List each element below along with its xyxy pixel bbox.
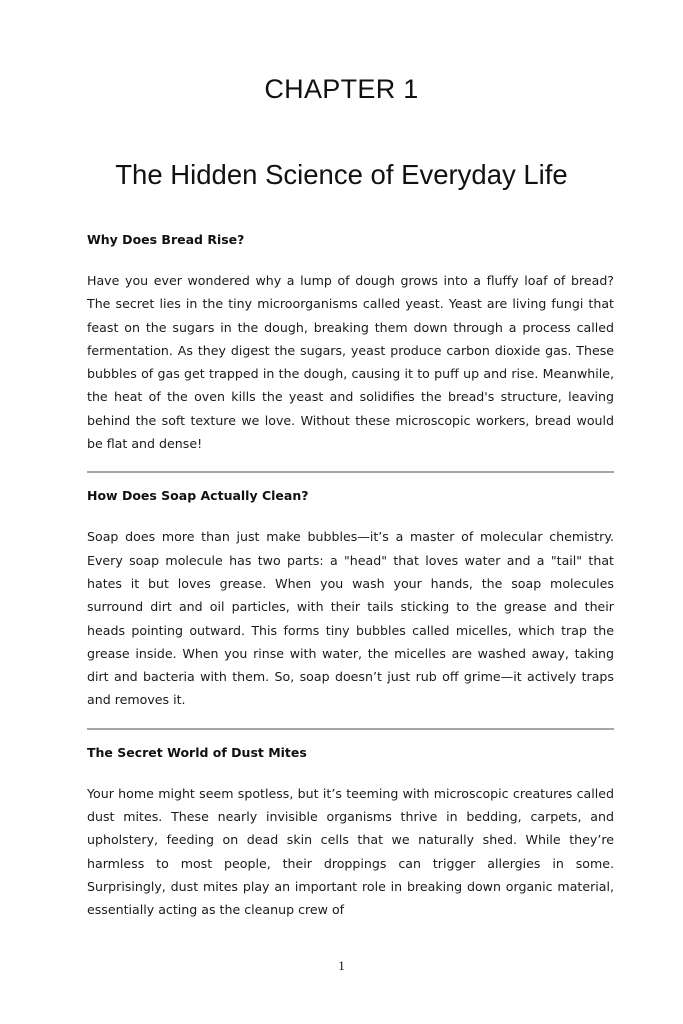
- chapter-content: [87, 232, 614, 922]
- section-heading: The Secret World of Dust Mites: [87, 744, 307, 760]
- section-body: Your home might seem spotless, but it’s teeming with microscopic creatures called dust mites. These nearly invisible organisms thrive in bedding, carpets, and upholstery, feeding on dead skin cells that we naturally shed. While they’re harmless to most people, their droppings can trigger allergies in some. Surprisingly, dust mites play an important role in breaking down organic material, essentially acting as the cleanup crew of: [87, 785, 614, 918]
- section-divider: [87, 728, 614, 730]
- section-heading: How Does Soap Actually Clean?: [87, 488, 309, 504]
- section-heading: Why Does Bread Rise?: [87, 232, 245, 247]
- page-number: 1: [338, 958, 345, 973]
- section-soap: [87, 488, 614, 711]
- chapter-label: CHAPTER 1: [264, 74, 419, 104]
- section-body: Have you ever wondered why a lump of dough grows into a fluffy loaf of bread? The secret lies in the tiny microorganisms called yeast. Yeast are living fungi that feast on the sugars in the dough, breaking them down through a process called fermentation. As they digest the sugars, yeast produce carbon dioxide gas. These bubbles of gas get trapped in the dough, causing it to puff up and rise. Meanwhile, the heat of the oven kills the yeast and solidifies the bread's structure, leaving behind the soft texture we love. Without these microscopic workers, bread would be flat and dense!: [87, 273, 614, 452]
- section-dust-mites: [87, 745, 614, 922]
- section-bread: [87, 232, 614, 455]
- chapter-title: The Hidden Science of Everyday Life: [115, 159, 568, 190]
- section-body: Soap does more than just make bubbles—it’s a master of molecular chemistry. Every soap molecule has two parts: a "head" that loves water and a "tail" that hates it but loves grease. When you wash your hands, the soap molecules surround dirt and oil particles, with their tails sticking to the grease and their heads pointing outward. This forms tiny bubbles called micelles, which trap the grease inside. When you rinse with water, the micelles are washed away, taking dirt and bacteria with them. So, soap doesn’t just rub off grime—it actively traps and removes it.: [87, 529, 614, 708]
- section-divider: [87, 471, 614, 473]
